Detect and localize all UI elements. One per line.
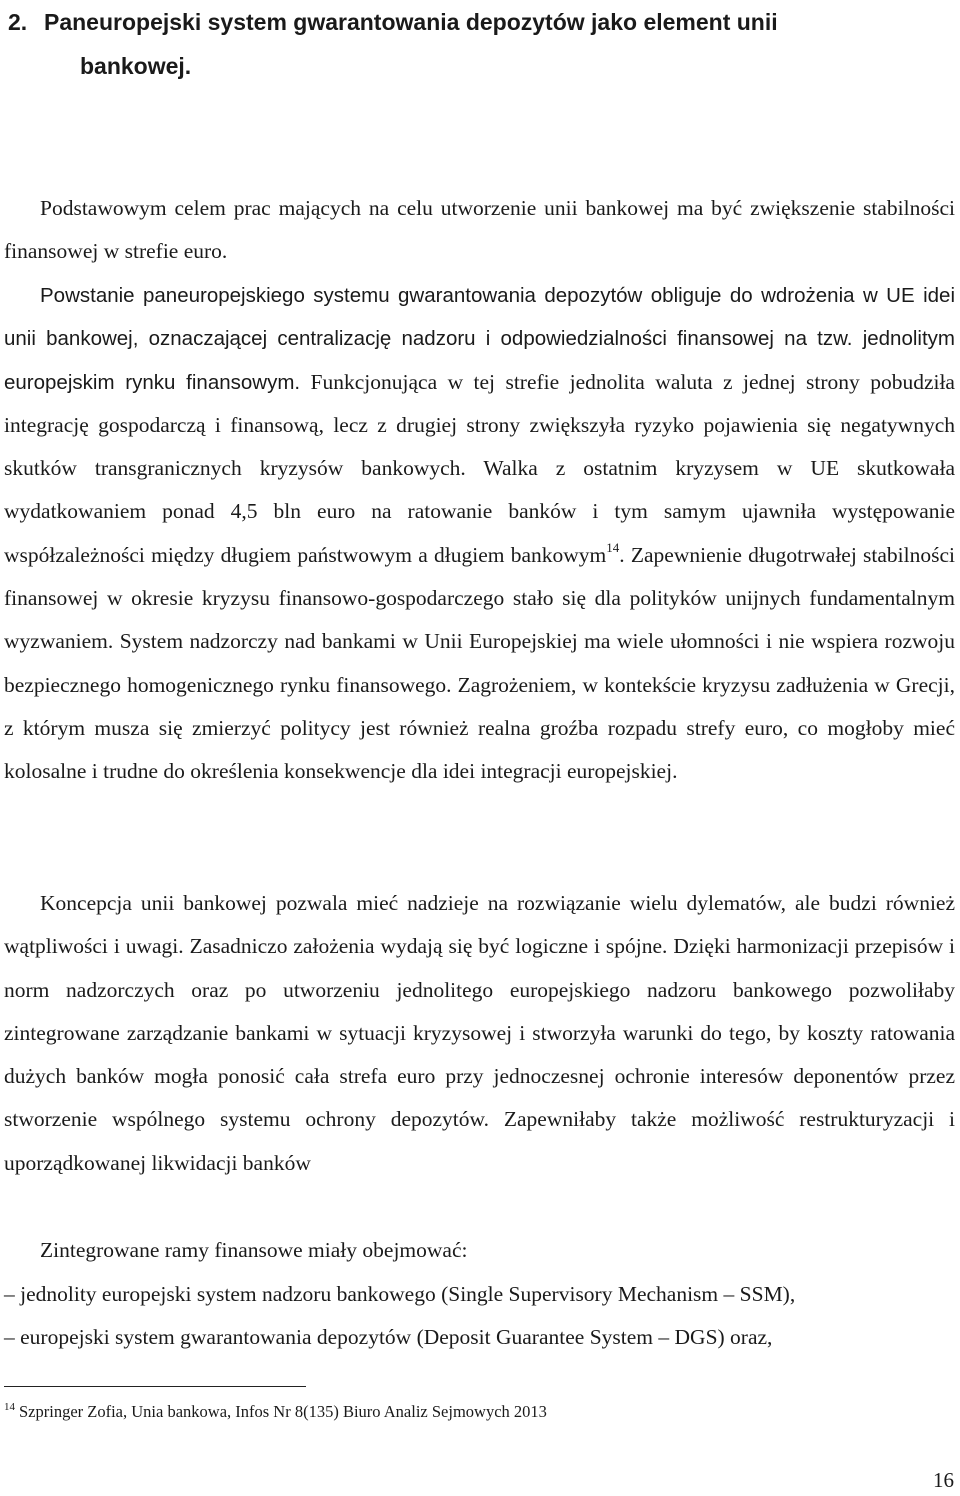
- section-title-line2: bankowej.: [80, 53, 192, 79]
- footnote: [4, 1400, 547, 1424]
- page-number: 16: [933, 1468, 954, 1492]
- footnote-number: 14: [4, 1401, 15, 1413]
- paragraph-2-lead: Powstanie paneuropejskiego systemu gwarantowania depozytów obliguje do wdrożenia w UE idei unii bankowej, oznaczającej centralizację nadzoru i odpowiedzialności finansowej na tzw. jednolitym europejskim rynku finansowym.: [4, 284, 955, 394]
- paragraph-3: Koncepcja unii bankowej pozwala mieć nadzieje na rozwiązanie wielu dylematów, ale budzi również wątpliwości i uwagi. Zasadniczo założenia wydają się być logiczne i spójne. Dzięki harmonizacji przepisów i norm nadzorczych oraz po utworzeniu jednolitego europejskiego nadzoru bankowego pozwoliłaby zintegrowane zarządzanie bankami w sytuacji kryzysowej i stworzyła warunki do tego, by koszty ratowania dużych banków mogła ponosić cała strefa euro przy jednoczesnej ochronie interesów deponentów przez stworzenie wspólnego systemu ochrony depozytów. Zapewniłaby także możliwość restrukturyzacji i uporządkowanej likwidacji banków: [4, 891, 955, 1175]
- section-title-line1: Paneuropejski system gwarantowania depozytów jako element unii: [44, 9, 778, 35]
- section-number: 2.: [8, 9, 28, 35]
- paragraph-4: Zintegrowane ramy finansowe miały obejmować:: [40, 1238, 468, 1262]
- paragraph-2-continuation: . Zapewnienie długotrwałej stabilności finansowej w okresie kryzysu finansowo-gospodarczego stało się dla polityków unijnych fundamentalnym wyzwaniem. System nadzorczy nad bankami w Unii Europejskiej ma wiele ułomności i nie wspiera rozwoju bezpiecznego homogenicznego rynku finansowego. Zagrożeniem, w kontekście kryzysu zadłużenia w Grecji, z którym musza się zmierzyć politycy jest również realna groźba rozpadu strefy euro, co mogłoby mieć kolosalne i trudne do określenia konsekwencje dla idei integracji europejskiej.: [4, 542, 955, 784]
- paragraph-1: Podstawowym celem prac mających na celu utworzenie unii bankowej ma być zwiększenie stabilności finansowej w strefie euro.: [4, 196, 955, 264]
- paragraph-2: [4, 274, 955, 794]
- footnote-reference: 14: [606, 539, 620, 555]
- paragraph-2-body: Funkcjonująca w tej strefie jednolita waluta z jednej strony pobudziła integrację gospodarczą i finansową, lecz z drugiej strony zwiększyła ryzyko pojawienia się negatywnych skutków transgranicznych kryzysów bankowych. Walka z ostatnim kryzysem w UE skutkowała wydatkowaniem ponad 4,5 bln euro na ratowanie banków i tym samym ujawniła występowanie współzależności między długiem państwowym a długiem bankowym: [4, 369, 955, 567]
- list-item: – europejski system gwarantowania depozytów (Deposit Guarantee System – DGS) oraz,: [4, 1325, 773, 1349]
- footnote-separator: [4, 1386, 306, 1387]
- list-item: – jednolity europejski system nadzoru bankowego (Single Supervisory Mechanism – SSM),: [4, 1282, 796, 1306]
- footnote-text: Szpringer Zofia, Unia bankowa, Infos Nr 8(135) Biuro Analiz Sejmowych 2013: [19, 1402, 547, 1421]
- section-heading: [8, 0, 948, 88]
